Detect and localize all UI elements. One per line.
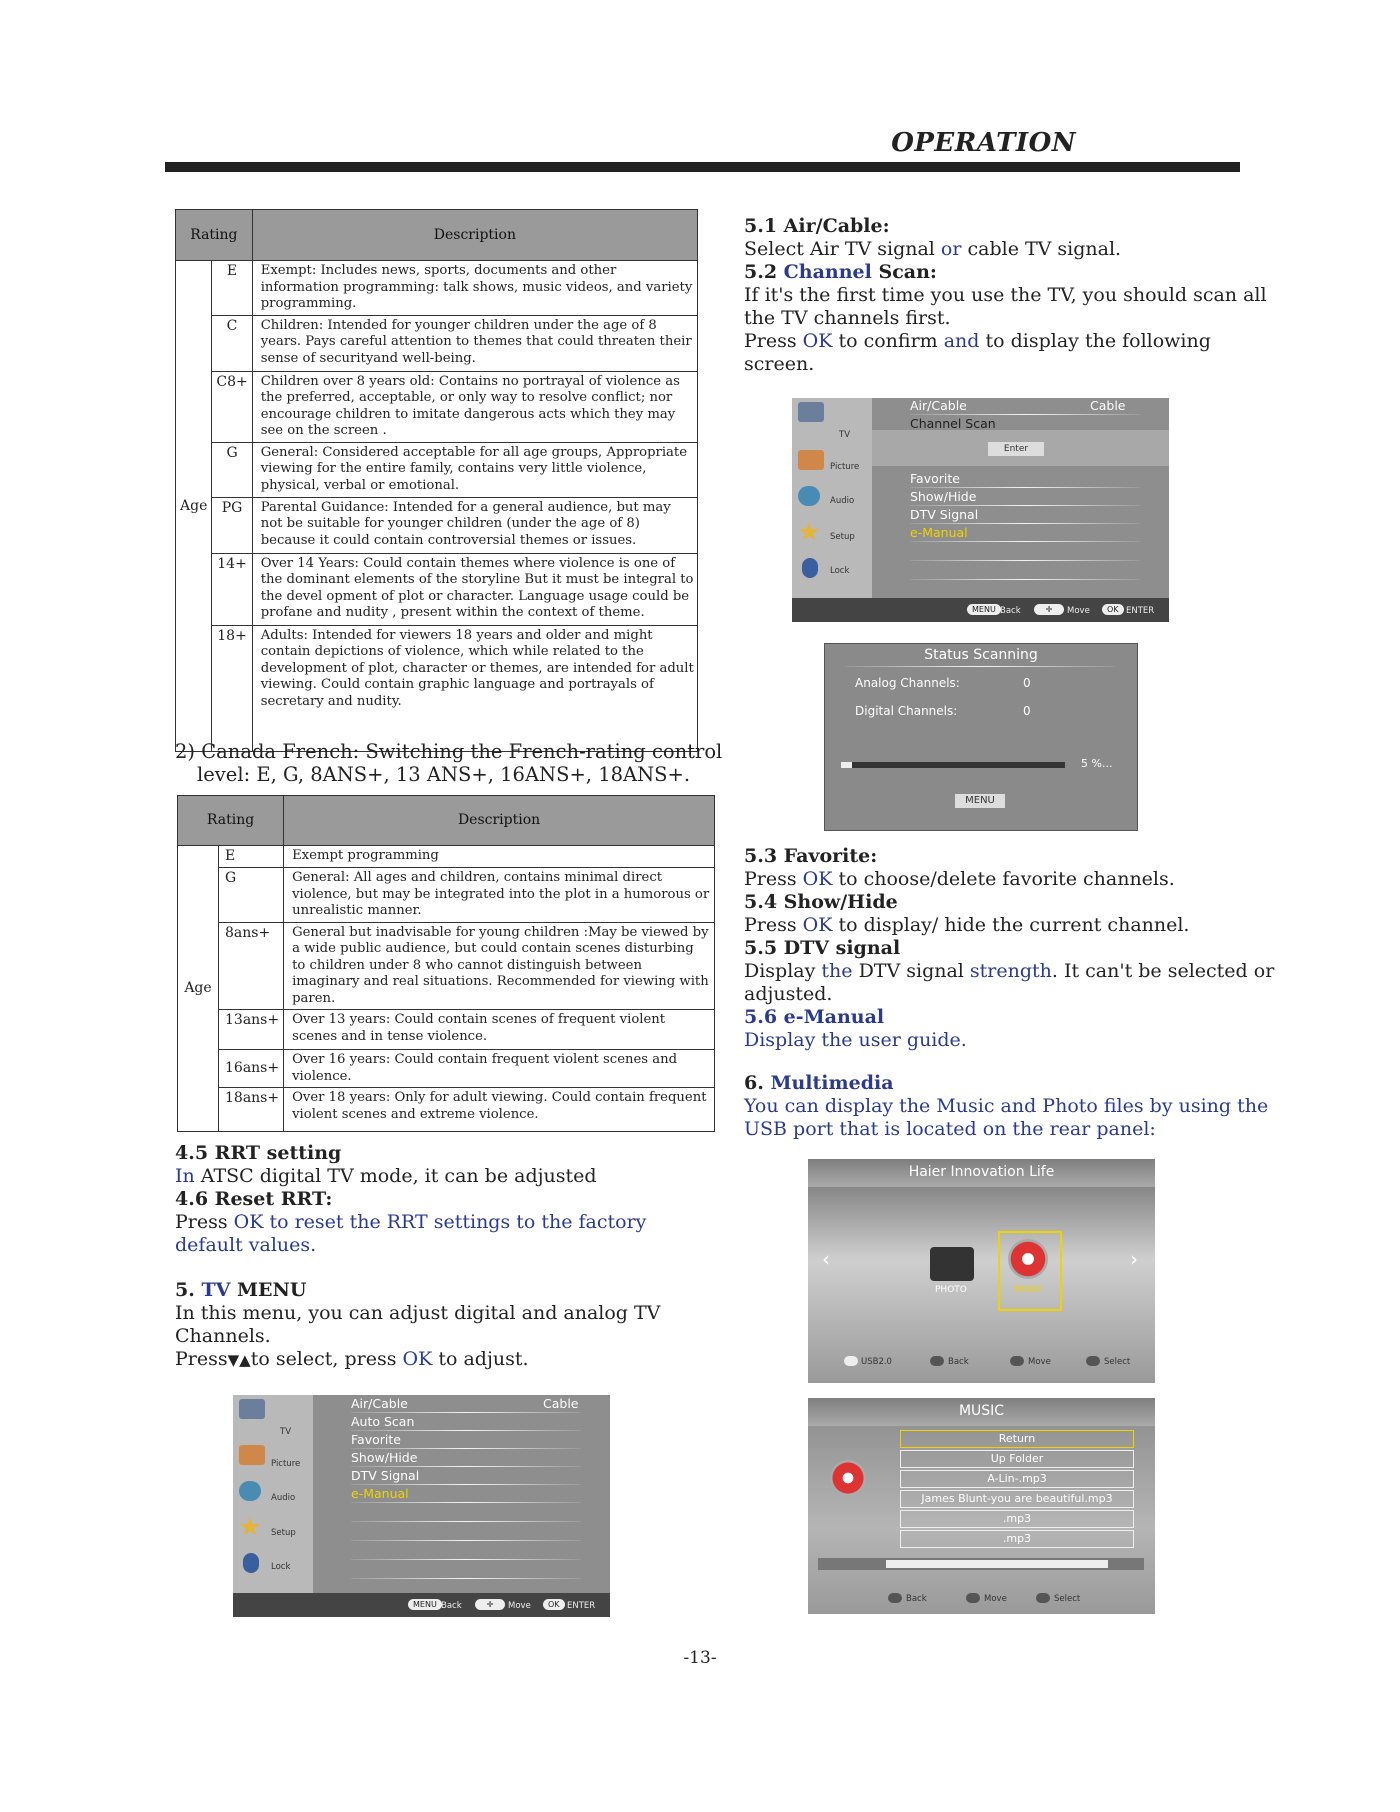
us-rating-table xyxy=(175,209,698,752)
air-cable-value: Cable xyxy=(1090,398,1126,413)
digital-value: 0 xyxy=(1023,704,1031,718)
menu-item-air-cable[interactable]: Air/Cable xyxy=(910,398,967,413)
s6-num: 6. xyxy=(744,1072,771,1094)
sidebar-item-picture[interactable]: Picture xyxy=(271,1459,301,1469)
tv-menu-ok: OK xyxy=(402,1348,433,1370)
rating-desc: Exempt: Includes news, sports, documents and other information programming: talk shows, music videos, and variety programming. xyxy=(252,261,697,316)
playback-track[interactable] xyxy=(886,1560,1108,1568)
select-label: Select xyxy=(1054,1594,1081,1604)
s54-press: Press xyxy=(744,914,803,936)
s55-text-2: adjusted. xyxy=(744,983,833,1005)
photo-label: PHOTO xyxy=(935,1285,967,1295)
menu-divider xyxy=(910,414,1140,415)
tv-icon xyxy=(798,402,824,422)
s53-ok: OK xyxy=(802,868,833,890)
section-title: OPERATION xyxy=(891,128,1076,158)
s52-display: to display the following xyxy=(979,330,1211,352)
reset-text-2: default values. xyxy=(175,1234,317,1256)
sidebar-item-audio[interactable]: Audio xyxy=(271,1493,296,1503)
chevron-right-icon[interactable]: › xyxy=(1130,1247,1138,1271)
menu-divider xyxy=(351,1578,581,1579)
menu-divider xyxy=(910,579,1140,580)
menu-sidebar xyxy=(233,1395,313,1593)
picture-icon xyxy=(239,1445,265,1465)
rating-desc: Over 14 Years: Could contain themes where violence is one of the dominant elements of the storyline But it must be integral to the devel opment of plot or character. Language usage could be profane and nudity , present within the context of theme. xyxy=(252,553,697,625)
ok-key[interactable] xyxy=(1086,1356,1100,1366)
s6-multimedia: Multimedia xyxy=(770,1072,894,1094)
menu-divider xyxy=(351,1484,581,1485)
status-title: Status Scanning xyxy=(924,647,1038,663)
menu-divider xyxy=(910,541,1140,542)
rating-desc: Over 16 years: Could contain frequent violent scenes and violence. xyxy=(284,1050,715,1088)
s53-title: 5.3 Favorite: xyxy=(744,845,878,867)
menu-item-air-cable[interactable]: Air/Cable xyxy=(351,1396,408,1411)
s52-num: 5.2 xyxy=(744,261,784,283)
lock-icon xyxy=(802,558,818,578)
page-number: -13- xyxy=(683,1648,717,1668)
menu-item-show-hide[interactable]: Show/Hide xyxy=(910,489,977,504)
move-icon[interactable]: ✛ xyxy=(1034,604,1064,615)
menu-footer xyxy=(233,1593,610,1617)
select-label: Select xyxy=(1104,1357,1131,1367)
exit-key[interactable] xyxy=(888,1593,902,1603)
tv-menu-adjust: to adjust. xyxy=(432,1348,529,1370)
menu-divider xyxy=(351,1540,581,1541)
menu-button[interactable]: MENU xyxy=(955,794,1005,808)
col-description: Description xyxy=(284,796,715,846)
s55-c: . It can't be selected or xyxy=(1051,960,1275,982)
menu-divider xyxy=(351,1559,581,1560)
s52-confirm: to confirm xyxy=(832,330,944,352)
star-icon xyxy=(798,522,820,542)
rating-desc: Over 18 years: Only for adult viewing. Could contain frequent violent scenes and extreme violence. xyxy=(284,1088,715,1132)
canada-french-line1: 2) Canada French: Switching the French-rating control xyxy=(175,740,723,763)
s55-the: the xyxy=(821,960,853,982)
s54-ok: OK xyxy=(802,914,833,936)
media-title: Haier Innovation Life xyxy=(908,1164,1055,1180)
camera-icon[interactable] xyxy=(930,1247,974,1281)
tv-menu-press: Press xyxy=(175,1348,228,1370)
menu-divider xyxy=(910,505,1140,506)
s56-title: 5.6 e-Manual xyxy=(744,1006,885,1028)
sidebar-item-setup[interactable]: Setup xyxy=(271,1528,296,1538)
s52-title xyxy=(744,261,937,284)
header-rule xyxy=(165,162,1240,172)
rating-code: E xyxy=(219,846,284,868)
rrt-in: In xyxy=(175,1165,195,1187)
s6-line2: USB port that is located on the rear panel: xyxy=(744,1118,1156,1140)
menu-item-favorite[interactable]: Favorite xyxy=(351,1432,401,1447)
rrt-text xyxy=(175,1165,597,1188)
s52-ok: OK xyxy=(802,330,833,352)
move-label: Move xyxy=(1028,1357,1051,1367)
tv-menu-line3 xyxy=(175,1348,529,1372)
music-screen xyxy=(808,1398,1155,1614)
s6-line1: You can display the Music and Photo files by using the xyxy=(744,1095,1269,1117)
status-scanning-dialog xyxy=(824,643,1138,831)
rating-code: E xyxy=(212,261,252,316)
enter-button[interactable]: Enter xyxy=(988,442,1044,456)
s54-title: 5.4 Show/Hide xyxy=(744,891,898,913)
sidebar-item-setup[interactable]: Setup xyxy=(830,532,855,542)
move-icon[interactable] xyxy=(966,1593,980,1603)
tv-menu-tv: TV xyxy=(201,1279,231,1301)
rating-code: 16ans+ xyxy=(219,1050,284,1088)
music-disc-icon xyxy=(830,1460,866,1496)
air-cable-value: Cable xyxy=(543,1396,579,1411)
menu-item-e-manual[interactable]: e-Manual xyxy=(910,525,968,540)
reset-press: Press xyxy=(175,1211,234,1233)
rating-code: G xyxy=(219,868,284,923)
rating-code: 18ans+ xyxy=(219,1088,284,1132)
menu-footer xyxy=(792,598,1169,622)
rating-code: 18+ xyxy=(212,625,252,751)
rating-desc: General: All ages and children, contains minimal direct violence, but may be integrated into the plot in a humorous or unrealistic manner. xyxy=(284,868,715,923)
menu-divider xyxy=(351,1521,581,1522)
menu-divider xyxy=(351,1430,581,1431)
tv-menu-line2: Channels. xyxy=(175,1325,271,1347)
s52-line2: the TV channels first. xyxy=(744,307,951,329)
enter-label: ENTER xyxy=(1126,606,1155,616)
menu-item-favorite[interactable]: Favorite xyxy=(910,471,960,486)
ok-key[interactable] xyxy=(1036,1593,1050,1603)
analog-value: 0 xyxy=(1023,676,1031,690)
menu-divider xyxy=(351,1412,581,1413)
usb-label: USB2.0 xyxy=(861,1357,892,1367)
menu-item-dtv-signal[interactable]: DTV Signal xyxy=(910,507,979,522)
menu-divider xyxy=(910,487,1140,488)
menu-divider xyxy=(351,1466,581,1467)
menu-item-show-hide[interactable]: Show/Hide xyxy=(351,1450,418,1465)
rating-code: C xyxy=(212,315,252,371)
lock-icon xyxy=(243,1553,259,1573)
file-item[interactable]: .mp3 xyxy=(900,1530,1134,1548)
menu-divider xyxy=(351,1448,581,1449)
rating-desc: General: Considered acceptable for all age groups, Appropriate viewing for the entire family, contains very little violence, physical, verbal or emotional. xyxy=(252,442,697,497)
rating-code: 14+ xyxy=(212,553,252,625)
s51-text xyxy=(744,238,1121,261)
menu-item-channel-scan[interactable]: Channel Scan xyxy=(910,416,996,431)
menu-sidebar xyxy=(792,398,872,598)
analog-label: Analog Channels: xyxy=(855,676,960,690)
rating-desc: Children over 8 years old: Contains no portrayal of violence as the preferred, acceptable, or only way to resolve conflict; nor encourage children to imitate dangerous acts which they may see on the screen . xyxy=(252,371,697,442)
progress-track xyxy=(841,762,1065,768)
move-label: Move xyxy=(508,1601,531,1611)
s51-title: 5.1 Air/Cable: xyxy=(744,215,890,237)
move-icon[interactable]: ✛ xyxy=(475,1599,505,1610)
title-divider xyxy=(845,666,1115,667)
age-label: Age xyxy=(176,261,212,752)
menu-divider xyxy=(910,560,1140,561)
s52-channel: Channel xyxy=(783,261,872,283)
sidebar-item-lock[interactable]: Lock xyxy=(271,1562,291,1572)
tv-menu-select: to select, press xyxy=(250,1348,403,1370)
audio-icon xyxy=(798,486,820,506)
menu-item-e-manual[interactable]: e-Manual xyxy=(351,1486,409,1501)
sidebar-item-tv[interactable]: TV xyxy=(839,430,851,440)
sidebar-item-picture[interactable]: Picture xyxy=(830,462,860,472)
reset-text xyxy=(175,1211,646,1234)
tv-menu-title xyxy=(175,1279,306,1302)
s52-line3 xyxy=(744,330,1211,353)
menu-divider xyxy=(910,523,1140,524)
arrow-icons: ▼▲ xyxy=(227,1351,251,1369)
col-description: Description xyxy=(252,210,697,261)
move-icon[interactable] xyxy=(1010,1356,1024,1366)
s55-a: Display xyxy=(744,960,822,982)
s53-text xyxy=(744,868,1175,891)
reset-title: 4.6 Reset RRT: xyxy=(175,1188,333,1210)
picture-icon xyxy=(798,450,824,470)
s52-and: and xyxy=(943,330,980,352)
rating-code: 13ans+ xyxy=(219,1010,284,1050)
s55-title: 5.5 DTV signal xyxy=(744,937,901,959)
star-icon xyxy=(239,1517,261,1537)
s52-line1: If it's the first time you use the TV, you should scan all xyxy=(744,284,1267,306)
age-label: Age xyxy=(178,846,219,1132)
s54-rest: to display/ hide the current channel. xyxy=(832,914,1190,936)
rating-code: PG xyxy=(212,497,252,553)
move-label: Move xyxy=(1067,606,1090,616)
tv-menu-screen-2 xyxy=(792,398,1169,622)
s52-line4: screen. xyxy=(744,353,815,375)
music-disc-icon xyxy=(1008,1239,1048,1279)
menu-key[interactable]: MENU xyxy=(408,1599,442,1610)
back-label: Back xyxy=(441,1601,462,1611)
reset-blue: OK to reset the RRT settings to the factory xyxy=(233,1211,647,1233)
s53-press: Press xyxy=(744,868,803,890)
s52-press: Press xyxy=(744,330,803,352)
s53-rest: to choose/delete favorite channels. xyxy=(832,868,1175,890)
rating-desc: General but inadvisable for young children :May be viewed by a wide public audience, but could contain scenes disturbing to children under 8 who cannot distinguish between imaginary and real situations. Recommended for viewing with paren. xyxy=(284,922,715,1010)
file-item[interactable]: A-Lin-.mp3 xyxy=(900,1470,1134,1488)
fr-rating-table xyxy=(177,795,715,1132)
media-home-screen xyxy=(808,1159,1155,1383)
rating-desc: Adults: Intended for viewers 18 years and older and might contain depictions of violence, which while related to the development of plot, character or themes, are intended for adult viewing. Could contain graphic language and portrayals of secretary and nudity. xyxy=(252,625,697,751)
file-item-return[interactable]: Return xyxy=(900,1430,1134,1448)
playback-bar xyxy=(818,1558,1144,1570)
chevron-left-icon[interactable]: ‹ xyxy=(822,1247,830,1271)
rating-code: G xyxy=(212,442,252,497)
rating-code: 8ans+ xyxy=(219,922,284,1010)
progress-text: 5 %... xyxy=(1081,757,1113,770)
progress-fill xyxy=(841,762,852,768)
s51-a: Select Air TV signal xyxy=(744,238,941,260)
menu-key[interactable]: MENU xyxy=(967,604,1001,615)
rating-desc: Parental Guidance: Intended for a general audience, but may not be suitable for younger children (under the age of 8) because it could contain controversial themes or issues. xyxy=(252,497,697,553)
s54-text xyxy=(744,914,1189,937)
ok-key[interactable]: OK xyxy=(1102,604,1124,615)
music-title: MUSIC xyxy=(958,1403,1005,1419)
rating-desc: Exempt programming xyxy=(284,846,715,868)
back-label: Back xyxy=(1000,606,1021,616)
s51-b: cable TV signal. xyxy=(961,238,1122,260)
s51-or: or xyxy=(940,238,962,260)
rrt-title: 4.5 RRT setting xyxy=(175,1142,342,1164)
rating-desc: Over 13 years: Could contain scenes of frequent violent scenes and in tense violence. xyxy=(284,1010,715,1050)
sidebar-item-lock[interactable]: Lock xyxy=(830,566,850,576)
back-label: Back xyxy=(906,1594,927,1604)
rrt-body: ATSC digital TV mode, it can be adjusted xyxy=(194,1165,597,1187)
back-label: Back xyxy=(948,1357,969,1367)
s55-b: DTV signal xyxy=(852,960,970,982)
tv-menu-rest: MENU xyxy=(230,1279,307,1301)
music-label: MUSIC xyxy=(1014,1285,1044,1295)
menu-item-auto-scan[interactable]: Auto Scan xyxy=(351,1414,415,1429)
s55-strength: strength xyxy=(969,960,1052,982)
digital-label: Digital Channels: xyxy=(855,704,958,718)
rating-code: C8+ xyxy=(212,371,252,442)
file-item[interactable]: .mp3 xyxy=(900,1510,1134,1528)
usb-icon xyxy=(844,1356,858,1366)
tv-icon xyxy=(239,1399,265,1419)
rating-desc: Children: Intended for younger children under the age of 8 years. Pays careful attention to themes that could threaten their sense of securityand well-being. xyxy=(252,315,697,371)
tv-menu-line1: In this menu, you can adjust digital and analog TV xyxy=(175,1302,661,1324)
s56-text: Display the user guide. xyxy=(744,1029,967,1051)
menu-divider xyxy=(351,1502,581,1503)
canada-french-line2: level: E, G, 8ANS+, 13 ANS+, 16ANS+, 18ANS+. xyxy=(197,763,691,786)
col-rating: Rating xyxy=(178,796,284,846)
file-item-up-folder[interactable]: Up Folder xyxy=(900,1450,1134,1468)
move-label: Move xyxy=(984,1594,1007,1604)
sidebar-item-audio[interactable]: Audio xyxy=(830,496,855,506)
s55-text xyxy=(744,960,1274,983)
s52-scan: Scan: xyxy=(871,261,937,283)
enter-label: ENTER xyxy=(567,1601,596,1611)
audio-icon xyxy=(239,1481,261,1501)
file-item[interactable]: James Blunt-you are beautiful.mp3 xyxy=(900,1490,1134,1508)
exit-key[interactable] xyxy=(930,1356,944,1366)
s6-title xyxy=(744,1072,894,1095)
tv-menu-screen-1 xyxy=(233,1395,610,1617)
ok-key[interactable]: OK xyxy=(543,1599,565,1610)
sidebar-item-tv[interactable]: TV xyxy=(280,1427,292,1437)
col-rating: Rating xyxy=(176,210,253,261)
tv-menu-num: 5. xyxy=(175,1279,202,1301)
menu-item-dtv-signal[interactable]: DTV Signal xyxy=(351,1468,420,1483)
